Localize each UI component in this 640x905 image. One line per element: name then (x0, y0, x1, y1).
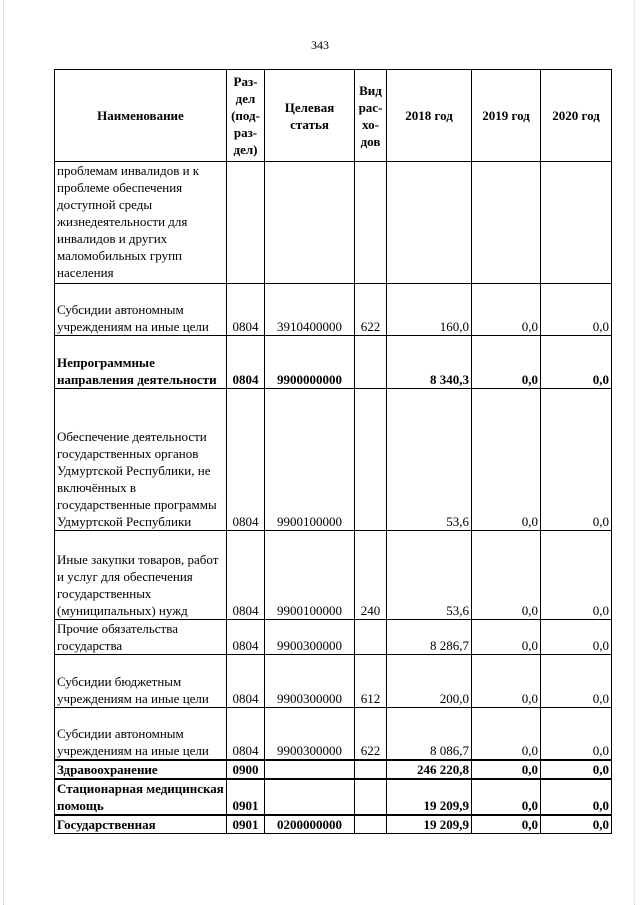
table-row (55, 779, 612, 815)
cell-type (355, 162, 387, 284)
cell-2020: 0,0 (541, 760, 612, 779)
cell-target: 9900300000 (265, 620, 355, 655)
cell-type: 240 (355, 531, 387, 620)
cell-2020: 0,0 (541, 531, 612, 620)
cell-2019: 0,0 (472, 815, 541, 834)
cell-target (265, 162, 355, 284)
cell-name: Субсидии автономным учреждениям на иные цели (55, 284, 227, 336)
cell-2020: 0,0 (541, 336, 612, 389)
cell-2018: 53,6 (387, 531, 472, 620)
cell-2019: 0,0 (472, 760, 541, 779)
cell-type: 622 (355, 284, 387, 336)
table-row (55, 531, 612, 620)
cell-2020: 0,0 (541, 815, 612, 834)
cell-target: 0200000000 (265, 815, 355, 834)
cell-2019: 0,0 (472, 655, 541, 708)
budget-table (54, 69, 612, 834)
cell-2019: 0,0 (472, 708, 541, 760)
cell-2020: 0,0 (541, 620, 612, 655)
cell-2019: 0,0 (472, 284, 541, 336)
cell-section: 0804 (227, 389, 265, 531)
cell-name: Субсидии автономным учреждениям на иные цели (55, 708, 227, 760)
header-name: Наименование (55, 70, 227, 162)
cell-2018: 246 220,8 (387, 760, 472, 779)
cell-2018: 8 286,7 (387, 620, 472, 655)
cell-2020: 0,0 (541, 779, 612, 815)
cell-type: 622 (355, 708, 387, 760)
table-row (55, 336, 612, 389)
cell-2018: 19 209,9 (387, 779, 472, 815)
cell-2019: 0,0 (472, 389, 541, 531)
header-2020: 2020 год (541, 70, 612, 162)
cell-section: 0804 (227, 655, 265, 708)
cell-section: 0900 (227, 760, 265, 779)
cell-name: Здравоохранение (55, 760, 227, 779)
cell-section: 0804 (227, 708, 265, 760)
cell-2018 (387, 162, 472, 284)
cell-name: Обеспечение деятельности государственных органов Удмуртской Республики, не включённых в государственные программы Удмуртской Республики (55, 389, 227, 531)
cell-name: Непрограммные направления деятельности (55, 336, 227, 389)
cell-target (265, 779, 355, 815)
cell-2019: 0,0 (472, 336, 541, 389)
table-row (55, 708, 612, 760)
cell-section: 0901 (227, 779, 265, 815)
cell-2019: 0,0 (472, 620, 541, 655)
cell-2019: 0,0 (472, 779, 541, 815)
cell-2020: 0,0 (541, 284, 612, 336)
cell-2020: 0,0 (541, 708, 612, 760)
cell-name: Прочие обязательства государства (55, 620, 227, 655)
table-row (55, 620, 612, 655)
cell-type (355, 779, 387, 815)
cell-name: проблемам инвалидов и к проблеме обеспечения доступной среды жизнедеятельности для инвалидов и других маломобильных групп населения (55, 162, 227, 284)
cell-section: 0804 (227, 531, 265, 620)
cell-type (355, 815, 387, 834)
cell-target: 9900000000 (265, 336, 355, 389)
cell-section (227, 162, 265, 284)
cell-2018: 53,6 (387, 389, 472, 531)
header-section: Раз- дел (под- раз- дел) (227, 70, 265, 162)
cell-name: Стационарная медицинская помощь (55, 779, 227, 815)
cell-2019: 0,0 (472, 531, 541, 620)
table-row (55, 162, 612, 284)
header-row (55, 70, 612, 162)
cell-target (265, 760, 355, 779)
cell-2018: 200,0 (387, 655, 472, 708)
cell-type (355, 389, 387, 531)
cell-target: 9900300000 (265, 708, 355, 760)
table-row (55, 655, 612, 708)
header-target: Целевая статья (265, 70, 355, 162)
cell-name: Субсидии бюджетным учреждениям на иные цели (55, 655, 227, 708)
cell-section: 0901 (227, 815, 265, 834)
cell-target: 9900300000 (265, 655, 355, 708)
table-row (55, 760, 612, 779)
page-number: 343 (311, 38, 329, 52)
cell-2019 (472, 162, 541, 284)
header-2018: 2018 год (387, 70, 472, 162)
cell-2020 (541, 162, 612, 284)
cell-section: 0804 (227, 284, 265, 336)
cell-2018: 19 209,9 (387, 815, 472, 834)
cell-target: 9900100000 (265, 531, 355, 620)
cell-target: 9900100000 (265, 389, 355, 531)
header-expense-type: Вид рас- хо- дов (355, 70, 387, 162)
table-row (55, 284, 612, 336)
header-2019: 2019 год (472, 70, 541, 162)
table-row (55, 815, 612, 834)
table-row (55, 389, 612, 531)
cell-2020: 0,0 (541, 389, 612, 531)
scan-edge-right (634, 0, 636, 905)
cell-name: Государственная (55, 815, 227, 834)
cell-section: 0804 (227, 620, 265, 655)
cell-2020: 0,0 (541, 655, 612, 708)
cell-type (355, 760, 387, 779)
cell-2018: 8 340,3 (387, 336, 472, 389)
cell-section: 0804 (227, 336, 265, 389)
cell-type: 612 (355, 655, 387, 708)
cell-type (355, 620, 387, 655)
scan-edge-left (3, 0, 5, 905)
cell-type (355, 336, 387, 389)
cell-2018: 160,0 (387, 284, 472, 336)
cell-name: Иные закупки товаров, работ и услуг для обеспечения государственных (муниципальных) нужд (55, 531, 227, 620)
cell-2018: 8 086,7 (387, 708, 472, 760)
cell-target: 3910400000 (265, 284, 355, 336)
